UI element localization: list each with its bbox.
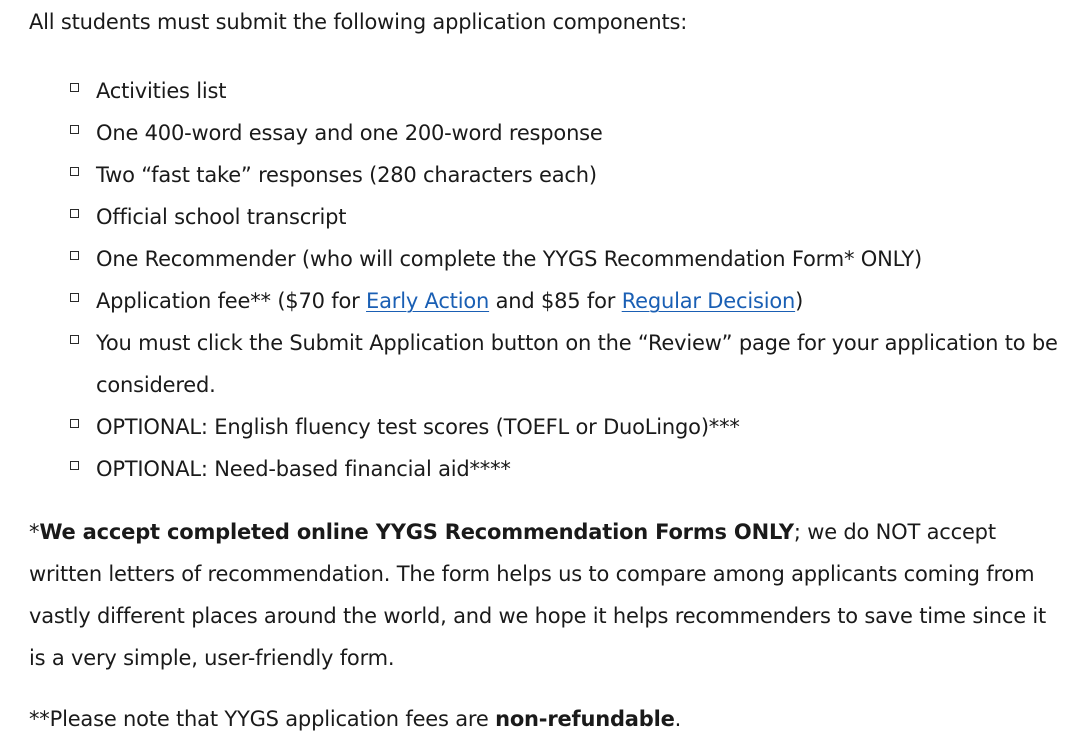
regular-decision-link[interactable]: Regular Decision [621, 289, 796, 313]
fee-note-suffix: . [674, 707, 682, 731]
fee-note-prefix: **Please note that YYGS application fees are [29, 707, 496, 731]
note-body-text: ; we do NOT accept written letters of recommendation. The form helps us to compare among applicants coming from vastly different places around the world, and we hope it helps recommenders to save time since it is a very simple, user-friendly form. [29, 520, 1047, 670]
fee-middle: and $85 for [489, 289, 622, 313]
list-item-label: OPTIONAL: English fluency test scores (TOEFL or DuoLingo)*** [96, 415, 740, 439]
list-item-label: You must click the Submit Application button on the “Review” page for your application to be considered. [96, 331, 1058, 397]
fee-suffix: ) [795, 289, 804, 313]
list-item [69, 70, 1059, 112]
list-item [69, 196, 1059, 238]
checkbox-icon [70, 167, 79, 176]
list-item-application-fee [69, 280, 1059, 322]
checkbox-icon [70, 125, 79, 134]
requirements-checklist [69, 70, 1059, 490]
list-item-optional-aid [69, 448, 1059, 490]
list-item [69, 238, 1059, 280]
intro-text: All students must submit the following application components: [29, 10, 688, 34]
fee-note-bold: non-refundable [495, 707, 675, 731]
list-item-label: One Recommender (who will complete the YYGS Recommendation Form* ONLY) [96, 247, 922, 271]
list-item-label: Two “fast take” responses (280 characters each) [96, 163, 597, 187]
fee-prefix: Application fee** ($70 for [96, 289, 367, 313]
note-bold-text: We accept completed online YYGS Recommendation Forms ONLY [39, 520, 794, 544]
list-item-label: Activities list [96, 79, 227, 103]
checkbox-icon [70, 83, 79, 92]
list-item [69, 112, 1059, 154]
list-item-submit [69, 322, 1059, 406]
checkbox-icon [70, 251, 79, 260]
checkbox-icon [70, 209, 79, 218]
fee-note [29, 702, 681, 736]
list-item-label: One 400-word essay and one 200-word response [96, 121, 603, 145]
checkbox-icon [70, 461, 79, 470]
checkbox-icon [70, 419, 79, 428]
early-action-link[interactable]: Early Action [366, 289, 490, 313]
list-item-optional-english [69, 406, 1059, 448]
list-item-label: OPTIONAL: Need-based financial aid**** [96, 457, 511, 481]
checkbox-icon [70, 335, 79, 344]
list-item [69, 154, 1059, 196]
list-item-label: Official school transcript [96, 205, 347, 229]
recommendation-note [29, 511, 1049, 679]
note-star: * [29, 520, 40, 544]
fee-text [96, 289, 803, 313]
checkbox-icon [70, 293, 79, 302]
